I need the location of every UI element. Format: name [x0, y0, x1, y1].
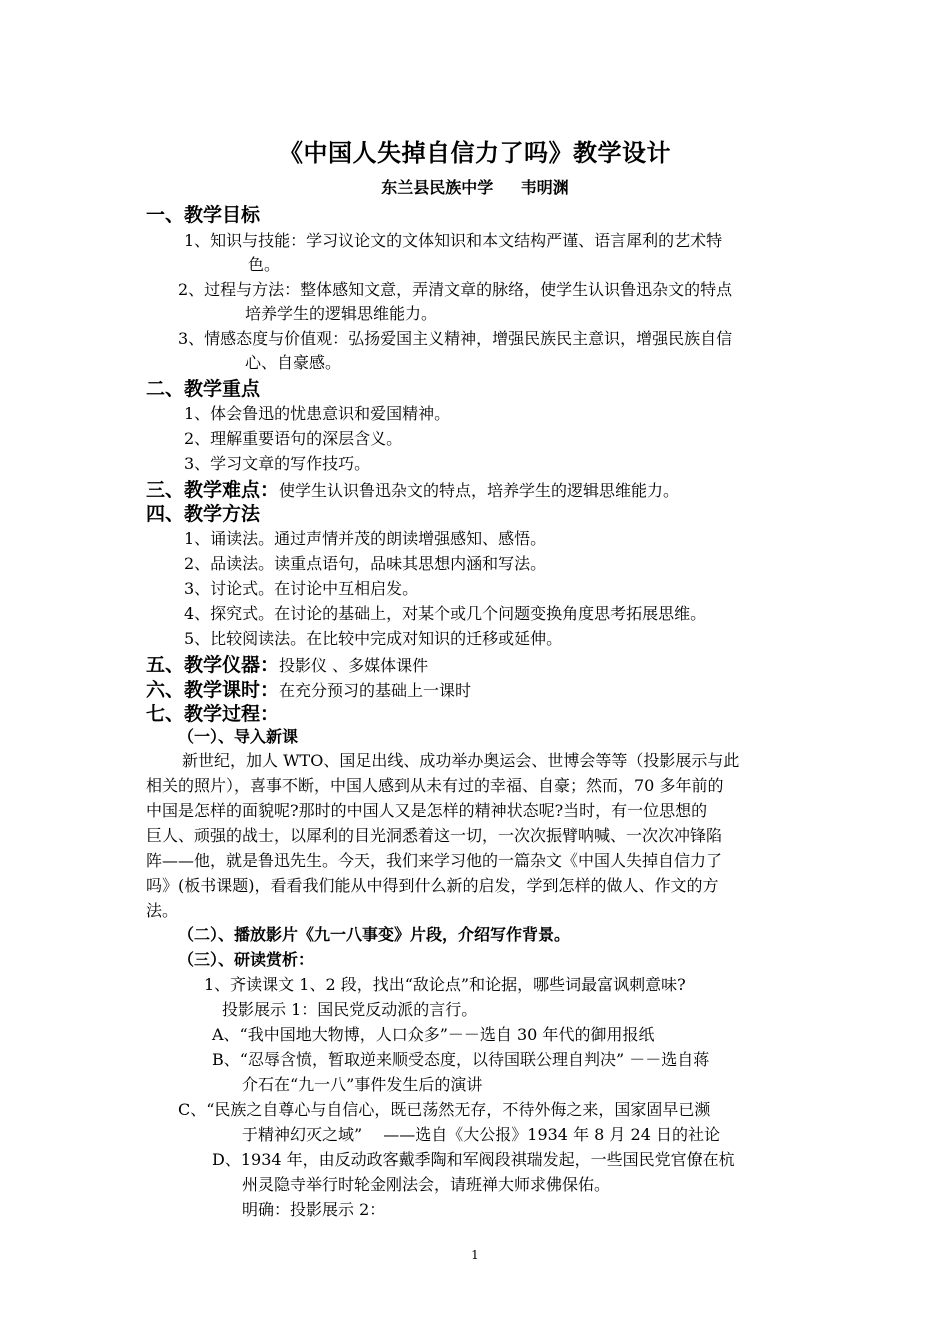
method-line: 3、讨论式。在讨论中互相启发。 [184, 579, 419, 598]
section-heading-key-points: 二、教学重点 [146, 378, 261, 400]
quote-c: C、“民族之自尊心与自信心，既已荡然无存，不待外侮之来，国家固早已濒 [178, 1100, 711, 1119]
objective-line: 心、自豪感。 [245, 353, 342, 372]
equipment-heading: 五、教学仪器： [146, 654, 280, 676]
quote-d: 州灵隐寺举行时轮金刚法会，请班禅大师求佛保佑。 [242, 1175, 611, 1194]
key-point-line: 1、体会鲁迅的忧患意识和爱国精神。 [184, 404, 451, 423]
quote-a: A、“我中国地大物博，人口众多”－－选自 30 年代的御用报纸 [212, 1025, 655, 1044]
paragraph-line: 新世纪，加人 WTO、国足出线、成功举办奥运会、世博会等等（投影展示与此 [182, 751, 740, 770]
quote-c: 于精神幻灭之域” ——选自《大公报》1934 年 8 月 24 日的社论 [242, 1125, 720, 1144]
author-line: 东兰县民族中学 韦明渊 [381, 178, 569, 197]
paragraph-line: 吗》(板书课题)，看看我们能从中得到什么新的启发，学到怎样的做人、作文的方 [146, 876, 719, 895]
section-heading-duration [146, 675, 471, 702]
duration-heading: 六、教学课时： [146, 679, 280, 701]
projection-line: 投影展示 1：国民党反动派的言行。 [222, 1000, 478, 1019]
method-line: 1、诵读法。通过声情并茂的朗读增强感知、感悟。 [184, 529, 547, 548]
paragraph-line: 中国是怎样的面貌呢?那时的中国人又是怎样的精神状态呢?当时，有一位思想的 [146, 801, 708, 820]
section-heading-methods: 四、教学方法 [146, 503, 261, 525]
quote-b: 介石在“九一八”事件发生后的演讲 [242, 1075, 483, 1094]
equipment-text: 投影仪 、多媒体课件 [279, 656, 429, 675]
clarification-line: 明确：投影展示 2： [242, 1200, 386, 1219]
method-line: 5、比较阅读法。在比较中完成对知识的迁移或延伸。 [184, 629, 563, 648]
objective-line: 色。 [248, 255, 281, 274]
objective-line: 培养学生的逻辑思维能力。 [245, 304, 438, 323]
objective-line: 2、过程与方法：整体感知文意，弄清文章的脉络，使学生认识鲁迅杂文的特点 [178, 280, 733, 299]
key-point-line: 2、理解重要语句的深层含义。 [184, 429, 403, 448]
page-number: 1 [471, 1248, 479, 1262]
objective-line: 3、情感态度与价值观：弘扬爱国主义精神，增强民族民主意识，增强民族自信 [178, 329, 733, 348]
method-line: 4、探究式。在讨论的基础上，对某个或几个问题变换角度思考拓展思维。 [184, 604, 707, 623]
paragraph-line: 法。 [146, 901, 179, 920]
paragraph-line: 阵——他，就是鲁迅先生。今天，我们来学习他的一篇杂文《中国人失掉自信力了 [146, 851, 723, 870]
quote-d: D、1934 年，由反动政客戴季陶和军阀段祺瑞发起，一些国民党官僚在杭 [212, 1150, 735, 1169]
section-heading-process: 七、教学过程： [146, 703, 280, 725]
section-heading-equipment [146, 650, 428, 677]
paragraph-line: 巨人、顽强的战士，以犀利的目光洞悉着这一切，一次次振臂呐喊、一次次冲锋陷 [146, 826, 723, 845]
subheading-analysis: （三）、研读赏析： [178, 950, 315, 969]
method-line: 2、品读法。读重点语句，品味其思想内涵和写法。 [184, 554, 547, 573]
duration-text: 在充分预习的基础上一课时 [279, 681, 472, 700]
key-point-line: 3、学习文章的写作技巧。 [184, 454, 371, 473]
subheading-film: （二）、播放影片《九一八事变》片段，介绍写作背景。 [178, 925, 571, 944]
paragraph-line: 相关的照片），喜事不断，中国人感到从未有过的幸福、自豪；然而，70 多年前的 [146, 776, 724, 795]
document-title: 《中国人失掉自信力了吗》教学设计 [279, 139, 671, 167]
subheading-intro: （一）、导入新课 [178, 727, 299, 746]
question-line: 1、齐读课文 1、2 段，找出“敌论点”和论据，哪些词最富讽刺意味? [204, 975, 686, 994]
section-heading-objectives: 一、教学目标 [146, 204, 261, 226]
objective-line: 1、知识与技能：学习议论文的文体知识和本文结构严谨、语言犀利的艺术特 [184, 231, 723, 250]
difficulty-heading: 三、教学难点： [146, 479, 280, 501]
section-heading-difficulty [146, 475, 679, 502]
difficulty-text: 使学生认识鲁迅杂文的特点，培养学生的逻辑思维能力。 [279, 481, 680, 500]
quote-b: B、“忍辱含愤，暂取逆来顺受态度，以待国联公理自判决” －－选自蒋 [212, 1050, 710, 1069]
